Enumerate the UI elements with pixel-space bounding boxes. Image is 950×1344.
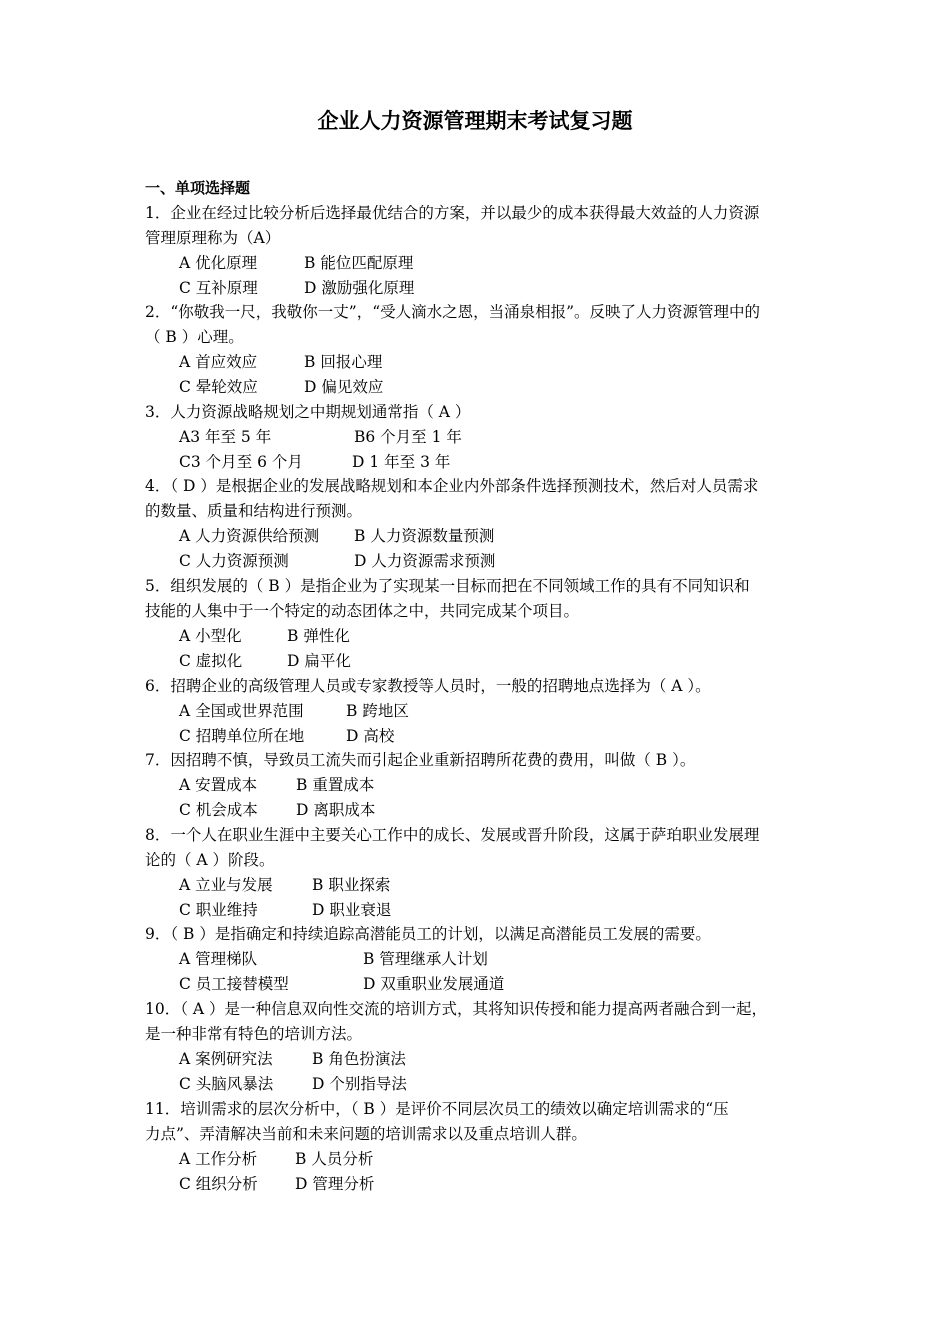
option-c: C 招聘单位所在地 [179,727,305,745]
option-c: C 头脑风暴法 [179,1075,274,1093]
question-7-line-1: 7．因招聘不慎，导致员工流失而引起企业重新招聘所花费的费用，叫做（ B ）。 [145,751,696,769]
question-6-line-1: 6．招聘企业的高级管理人员或专家教授等人员时，一般的招聘地点选择为（ A ）。 [145,677,711,695]
option-b: B 能位匹配原理 [304,254,414,272]
option-a: A3 年至 5 年 [179,428,272,446]
option-b: B 跨地区 [346,702,409,720]
question-9-line-1: 9．（ B ）是指确定和持续追踪高潜能员工的计划，以满足高潜能员工发展的需要。 [145,925,711,943]
option-b: B 人力资源数量预测 [354,527,495,545]
question-4-line-1: 4．（ D ）是根据企业的发展战略规划和本企业内外部条件选择预测技术，然后对人员需求 [145,477,759,495]
option-c: C 职业维持 [179,901,258,919]
option-b: B 弹性化 [287,627,350,645]
option-c: C 虚拟化 [179,652,243,670]
question-1-line-2: 管理原理称为（A） [145,229,281,247]
option-a: A 首应效应 [179,353,258,371]
option-a: A 全国或世界范围 [179,702,304,720]
question-11-line-1: 11．培训需求的层次分析中，（ B ）是评价不同层次员工的绩效以确定培训需求的“压 [145,1100,729,1118]
option-d: D 1 年至 3 年 [352,453,451,471]
option-b: B 管理继承人计划 [363,950,488,968]
option-d: D 偏见效应 [304,378,384,396]
question-5-line-2: 技能的人集中于一个特定的动态团体之中，共同完成某个项目。 [145,602,580,620]
option-b: B6 个月至 1 年 [354,428,462,446]
option-a: A 管理梯队 [179,950,258,968]
option-d: D 双重职业发展通道 [363,975,505,993]
question-11-line-2: 力点”、弄清解决当前和未来问题的培训需求以及重点培训人群。 [145,1125,587,1143]
question-10-line-2: 是一种非常有特色的培训方法。 [145,1025,363,1043]
option-a: A 工作分析 [179,1150,258,1168]
option-d: D 高校 [346,727,395,745]
option-a: A 安置成本 [179,776,258,794]
question-5-line-1: 5．组织发展的（ B ）是指企业为了实现某一目标而把在不同领域工作的具有不同知识和 [145,577,750,595]
option-d: D 职业衰退 [312,901,392,919]
option-c: C 员工接替模型 [179,975,289,993]
question-8-line-1: 8．一个人在职业生涯中主要关心工作中的成长、发展或晋升阶段，这属于萨珀职业发展理 [145,826,760,844]
option-c: C 组织分析 [179,1175,258,1193]
section-heading: 一、单项选择题 [145,179,251,197]
question-3-line-1: 3．人力资源战略规划之中期规划通常指（ A ） [145,403,471,421]
question-1-line-1: 1．企业在经过比较分析后选择最优结合的方案，并以最少的成本获得最大效益的人力资源 [145,204,760,222]
option-b: B 重置成本 [296,776,375,794]
question-2-line-1: 2．“你敬我一尺，我敬你一丈”，“受人滴水之恩，当涌泉相报”。反映了人力资源管理中的 [145,303,761,321]
option-a: A 小型化 [179,627,242,645]
option-d: D 人力资源需求预测 [354,552,496,570]
option-c: C 人力资源预测 [179,552,289,570]
option-d: D 扁平化 [287,652,351,670]
option-b: B 回报心理 [304,353,383,371]
question-2-line-2: （ B ）心理。 [145,328,244,346]
document-title: 企业人力资源管理期末考试复习题 [317,108,633,133]
option-b: B 职业探索 [312,876,391,894]
option-c: C 互补原理 [179,279,258,297]
option-d: D 离职成本 [296,801,376,819]
question-10-line-1: 10．（ A ）是一种信息双向性交流的培训方式，其将知识传授和能力提高两者融合到一起， [145,1000,768,1018]
question-4-line-2: 的数量、质量和结构进行预测。 [145,502,363,520]
option-d: D 个别指导法 [312,1075,407,1093]
option-a: A 优化原理 [179,254,258,272]
option-a: A 人力资源供给预测 [179,527,320,545]
question-8-line-2: 论的（ A ）阶段。 [145,851,275,869]
option-b: B 人员分析 [295,1150,374,1168]
option-a: A 立业与发展 [179,876,273,894]
option-a: A 案例研究法 [179,1050,273,1068]
option-b: B 角色扮演法 [312,1050,406,1068]
option-c: C3 个月至 6 个月 [179,453,303,471]
option-c: C 机会成本 [179,801,258,819]
option-d: D 激励强化原理 [304,279,415,297]
option-d: D 管理分析 [295,1175,375,1193]
option-c: C 晕轮效应 [179,378,258,396]
